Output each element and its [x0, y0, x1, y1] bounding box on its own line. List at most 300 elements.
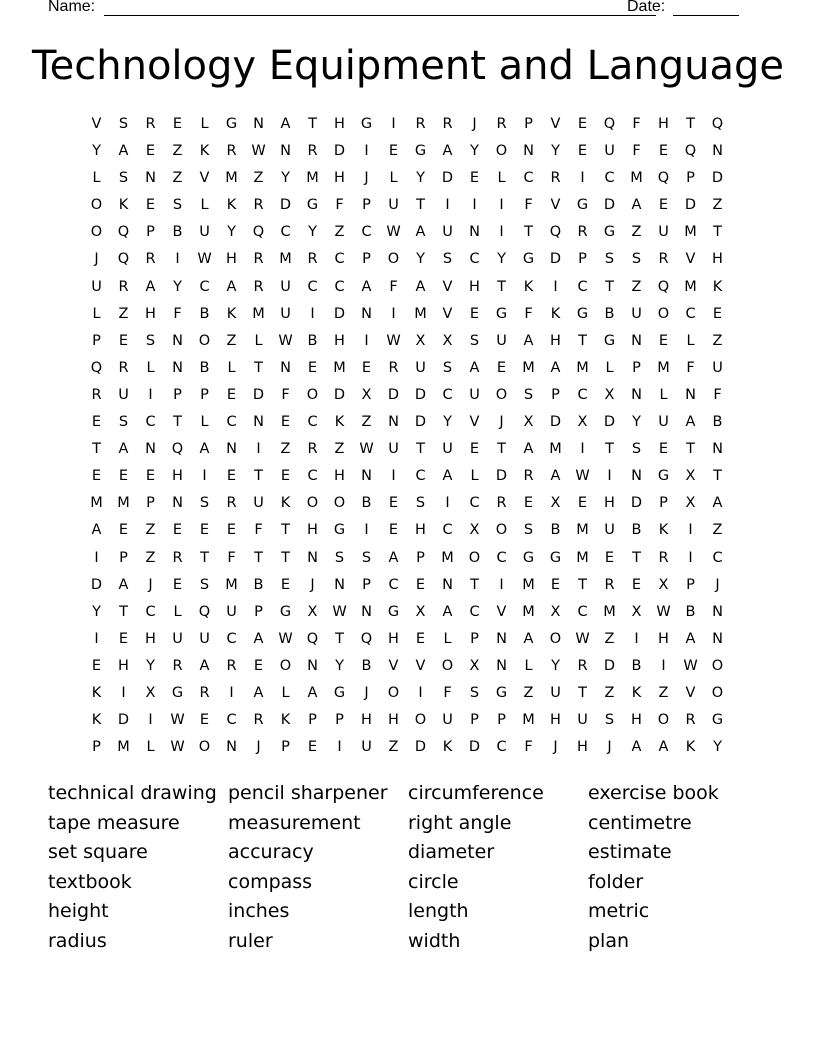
grid-letter: W	[386, 332, 401, 349]
grid-letter: A	[253, 630, 264, 647]
grid-letter: Y	[146, 657, 155, 674]
grid-letter: O	[198, 332, 211, 349]
grid-letter: L	[200, 197, 209, 214]
grid-row	[83, 490, 731, 517]
page-title: Technology Equipment and Language	[32, 43, 784, 89]
grid-letter: I	[499, 224, 504, 241]
grid-letter: T	[578, 684, 587, 701]
grid-letter: J	[310, 576, 315, 593]
grid-letter: N	[388, 414, 399, 431]
grid-letter: P	[308, 712, 317, 729]
grid-letter: A	[280, 116, 291, 132]
grid-letter: B	[199, 305, 210, 322]
grid-letter: N	[631, 332, 642, 349]
grid-row	[83, 545, 731, 572]
grid-letter: E	[577, 116, 588, 132]
grid-letter: R	[199, 684, 210, 701]
grid-row	[83, 436, 731, 463]
grid-letter: D	[684, 197, 697, 214]
grid-letter: K	[280, 712, 291, 729]
word-bank-item: folder	[588, 870, 644, 893]
grid-letter: Q	[684, 143, 697, 160]
grid-letter: Q	[252, 224, 265, 241]
grid-letter: C	[334, 278, 345, 295]
grid-letter: V	[496, 603, 507, 620]
grid-letter: Z	[145, 522, 156, 539]
grid-letter: I	[148, 386, 153, 403]
grid-letter: T	[632, 549, 641, 566]
grid-row	[83, 192, 731, 219]
grid-letter: N	[685, 386, 696, 403]
grid-letter: H	[145, 630, 156, 647]
grid-letter: U	[280, 278, 291, 295]
grid-letter: Q	[603, 116, 616, 132]
grid-letter: O	[495, 143, 508, 160]
grid-letter: P	[254, 603, 263, 620]
grid-letter: K	[226, 197, 237, 214]
grid-letter: B	[172, 224, 183, 241]
grid-letter: U	[388, 197, 399, 214]
grid-letter: P	[470, 712, 479, 729]
grid-letter: C	[307, 468, 318, 485]
grid-letter: W	[332, 603, 347, 620]
grid-letter: A	[523, 630, 534, 647]
grid-letter: U	[280, 305, 291, 322]
grid-letter: A	[361, 278, 372, 295]
grid-letter: P	[281, 739, 290, 756]
grid-letter: L	[200, 414, 209, 431]
grid-letter: Z	[334, 224, 345, 241]
grid-letter: R	[145, 116, 156, 132]
grid-letter: G	[495, 684, 508, 701]
grid-letter: M	[576, 549, 589, 566]
grid-letter: I	[148, 712, 153, 729]
grid-letter: L	[443, 630, 452, 647]
grid-row	[83, 653, 731, 680]
grid-letter: N	[253, 414, 264, 431]
grid-letter: L	[524, 657, 533, 674]
grid-letter: L	[659, 386, 668, 403]
word-bank-item: right angle	[408, 811, 512, 834]
grid-letter: T	[254, 549, 263, 566]
grid-letter: Z	[226, 332, 237, 349]
grid-letter: C	[469, 495, 480, 512]
word-bank-column	[228, 779, 408, 957]
grid-letter: R	[253, 278, 264, 295]
grid-letter: O	[657, 305, 670, 322]
grid-letter: P	[173, 386, 182, 403]
grid-letter: G	[171, 684, 184, 701]
grid-letter: D	[90, 576, 103, 593]
grid-letter: H	[631, 712, 642, 729]
grid-letter: G	[387, 603, 400, 620]
grid-letter: E	[91, 468, 102, 485]
grid-letter: K	[442, 739, 453, 756]
grid-row	[83, 409, 731, 436]
grid-letter: P	[92, 332, 101, 349]
grid-letter: U	[631, 305, 642, 322]
grid-letter: M	[684, 224, 697, 241]
grid-letter: U	[442, 441, 453, 458]
grid-letter: F	[632, 143, 641, 160]
grid-letter: O	[306, 495, 319, 512]
grid-letter: B	[361, 657, 372, 674]
grid-letter: E	[118, 522, 129, 539]
grid-letter: H	[172, 468, 183, 485]
date-field-line	[673, 15, 739, 16]
grid-letter: O	[711, 684, 724, 701]
grid-letter: A	[469, 359, 480, 376]
grid-letter: U	[577, 712, 588, 729]
grid-letter: S	[469, 684, 480, 701]
grid-letter: V	[550, 197, 561, 214]
grid-letter: G	[333, 684, 346, 701]
grid-letter: A	[631, 197, 642, 214]
grid-letter: R	[685, 712, 696, 729]
grid-row	[83, 355, 731, 382]
grid-row	[83, 517, 731, 544]
grid-letter: C	[577, 386, 588, 403]
word-bank-item: circle	[408, 870, 459, 893]
word-bank-item: tape measure	[48, 811, 180, 834]
grid-letter: C	[523, 170, 534, 187]
grid-letter: C	[496, 549, 507, 566]
grid-letter: C	[307, 414, 318, 431]
grid-letter: C	[307, 278, 318, 295]
grid-letter: U	[226, 603, 237, 620]
grid-letter: C	[145, 603, 156, 620]
grid-letter: L	[173, 603, 182, 620]
grid-letter: M	[252, 305, 265, 322]
grid-letter: W	[251, 143, 266, 160]
grid-letter: D	[603, 414, 616, 431]
grid-letter: H	[550, 712, 561, 729]
grid-letter: P	[146, 224, 155, 241]
grid-letter: U	[604, 143, 615, 160]
grid-letter: R	[307, 143, 318, 160]
grid-letter: A	[226, 278, 237, 295]
grid-letter: A	[388, 549, 399, 566]
grid-letter: H	[604, 495, 615, 512]
grid-letter: Y	[632, 414, 641, 431]
grid-letter: M	[522, 603, 535, 620]
grid-letter: X	[523, 414, 534, 431]
grid-letter: B	[253, 576, 264, 593]
grid-letter: T	[578, 332, 587, 349]
grid-letter: F	[254, 522, 263, 539]
grid-letter: S	[118, 170, 129, 187]
grid-row	[83, 246, 731, 273]
grid-letter: S	[334, 549, 345, 566]
grid-letter: I	[94, 549, 99, 566]
grid-letter: E	[658, 197, 669, 214]
grid-letter: Z	[388, 739, 399, 756]
grid-letter: E	[226, 522, 237, 539]
grid-letter: U	[361, 739, 372, 756]
grid-row	[83, 219, 731, 246]
grid-letter: H	[658, 630, 669, 647]
grid-letter: O	[468, 549, 481, 566]
grid-letter: I	[310, 305, 315, 322]
grid-letter: V	[469, 414, 480, 431]
grid-letter: T	[119, 603, 128, 620]
word-bank-item: diameter	[408, 841, 495, 864]
grid-letter: Y	[713, 739, 722, 756]
grid-letter: Z	[712, 332, 723, 349]
grid-letter: M	[576, 522, 589, 539]
grid-letter: N	[469, 224, 480, 241]
grid-letter: H	[658, 116, 669, 132]
grid-letter: E	[307, 359, 318, 376]
grid-letter: M	[522, 359, 535, 376]
grid-letter: Z	[172, 170, 183, 187]
grid-letter: A	[145, 278, 156, 295]
grid-letter: P	[119, 549, 128, 566]
grid-letter: T	[605, 441, 614, 458]
grid-letter: T	[281, 522, 290, 539]
grid-letter: O	[333, 495, 346, 512]
grid-letter: I	[94, 630, 99, 647]
grid-letter: M	[90, 495, 103, 512]
grid-letter: T	[173, 414, 182, 431]
grid-letter: X	[361, 386, 372, 403]
word-bank-item: length	[408, 900, 469, 923]
grid-letter: T	[470, 576, 479, 593]
grid-letter: I	[337, 739, 342, 756]
word-bank-item: radius	[48, 929, 107, 952]
grid-letter: L	[146, 359, 155, 376]
grid-letter: C	[685, 305, 696, 322]
grid-letter: F	[173, 305, 182, 322]
grid-letter: A	[307, 684, 318, 701]
grid-letter: Z	[604, 630, 615, 647]
grid-letter: F	[524, 197, 533, 214]
grid-letter: X	[604, 386, 615, 403]
grid-letter: C	[469, 603, 480, 620]
grid-letter: D	[549, 251, 562, 268]
word-bank-item: pencil sharpener	[228, 782, 388, 804]
word-bank-item: technical drawing	[48, 782, 217, 804]
grid-letter: A	[91, 522, 102, 539]
grid-letter: M	[117, 495, 130, 512]
grid-letter: U	[442, 224, 453, 241]
grid-letter: N	[172, 332, 183, 349]
grid-letter: R	[118, 278, 129, 295]
grid-letter: R	[496, 495, 507, 512]
grid-letter: U	[469, 386, 480, 403]
grid-letter: I	[418, 684, 423, 701]
grid-letter: N	[631, 386, 642, 403]
grid-letter: C	[442, 386, 453, 403]
grid-letter: X	[415, 332, 426, 349]
grid-letter: K	[118, 197, 129, 214]
grid-letter: F	[524, 305, 533, 322]
grid-letter: S	[631, 251, 642, 268]
grid-letter: R	[226, 657, 237, 674]
grid-letter: Q	[360, 630, 373, 647]
grid-letter: W	[278, 630, 293, 647]
grid-letter: D	[414, 414, 427, 431]
grid-letter: Y	[443, 414, 452, 431]
grid-letter: Y	[335, 657, 344, 674]
grid-letter: V	[685, 251, 696, 268]
grid-letter: A	[550, 359, 561, 376]
grid-letter: C	[442, 522, 453, 539]
grid-letter: R	[577, 224, 588, 241]
grid-letter: W	[386, 224, 401, 241]
grid-letter: T	[335, 630, 344, 647]
grid-letter: I	[364, 522, 369, 539]
grid-letter: A	[118, 143, 129, 160]
grid-letter: I	[229, 684, 234, 701]
grid-letter: Q	[117, 224, 130, 241]
grid-letter: K	[91, 684, 102, 701]
grid-letter: T	[416, 441, 425, 458]
grid-letter: E	[712, 305, 723, 322]
grid-letter: T	[281, 549, 290, 566]
grid-letter: V	[199, 170, 210, 187]
grid-letter: R	[226, 143, 237, 160]
grid-letter: Y	[92, 143, 101, 160]
grid-letter: H	[118, 657, 129, 674]
grid-letter: J	[472, 116, 477, 132]
grid-letter: A	[253, 684, 264, 701]
grid-letter: U	[388, 441, 399, 458]
grid-row	[83, 165, 731, 192]
grid-letter: E	[550, 576, 561, 593]
grid-letter: D	[441, 170, 454, 187]
grid-letter: S	[442, 251, 453, 268]
grid-letter: D	[414, 386, 427, 403]
grid-letter: T	[200, 549, 209, 566]
grid-letter: O	[495, 386, 508, 403]
grid-letter: K	[658, 522, 669, 539]
name-label: Name:	[48, 0, 96, 15]
grid-letter: O	[198, 739, 211, 756]
word-bank-item: exercise book	[588, 782, 719, 804]
grid-letter: I	[364, 143, 369, 160]
grid-letter: Q	[306, 630, 319, 647]
grid-letter: N	[307, 549, 318, 566]
grid-letter: M	[549, 441, 562, 458]
grid-letter: M	[414, 305, 427, 322]
grid-letter: I	[391, 116, 396, 132]
grid-letter: C	[361, 224, 372, 241]
grid-letter: E	[523, 495, 534, 512]
grid-letter: W	[278, 332, 293, 349]
grid-letter: L	[389, 170, 398, 187]
grid-letter: H	[145, 305, 156, 322]
grid-letter: A	[442, 603, 453, 620]
grid-letter: G	[711, 712, 724, 729]
grid-letter: K	[523, 278, 534, 295]
grid-letter: N	[712, 603, 723, 620]
grid-letter: W	[656, 603, 671, 620]
grid-letter: E	[118, 630, 129, 647]
grid-letter: I	[121, 684, 126, 701]
grid-row	[83, 463, 731, 490]
grid-letter: X	[577, 414, 588, 431]
grid-letter: K	[685, 739, 696, 756]
grid-letter: C	[604, 170, 615, 187]
grid-letter: N	[361, 305, 372, 322]
grid-letter: T	[524, 224, 533, 241]
grid-letter: T	[686, 441, 695, 458]
grid-letter: E	[496, 359, 507, 376]
grid-letter: E	[91, 414, 102, 431]
grid-letter: O	[549, 630, 562, 647]
word-bank-item: circumference	[408, 782, 544, 804]
grid-letter: K	[226, 305, 237, 322]
grid-letter: E	[145, 197, 156, 214]
grid-letter: G	[657, 468, 670, 485]
grid-letter: Z	[604, 684, 615, 701]
grid-letter: C	[712, 549, 723, 566]
grid-letter: T	[713, 468, 722, 485]
date-label: Date:	[627, 0, 666, 15]
grid-letter: R	[226, 495, 237, 512]
grid-letter: O	[711, 657, 724, 674]
grid-letter: C	[388, 576, 399, 593]
grid-letter: U	[658, 414, 669, 431]
grid-letter: R	[172, 549, 183, 566]
grid-letter: X	[307, 603, 318, 620]
grid-letter: Z	[712, 197, 723, 214]
grid-letter: S	[469, 332, 480, 349]
grid-letter: A	[118, 441, 129, 458]
grid-letter: N	[712, 143, 723, 160]
grid-letter: P	[335, 712, 344, 729]
grid-letter: Y	[551, 143, 560, 160]
grid-letter: U	[253, 495, 264, 512]
grid-letter: P	[578, 251, 587, 268]
grid-letter: P	[146, 495, 155, 512]
grid-letter: H	[415, 522, 426, 539]
grid-letter: N	[361, 468, 372, 485]
grid-letter: N	[145, 441, 156, 458]
grid-letter: A	[523, 441, 534, 458]
grid-letter: E	[199, 712, 210, 729]
grid-letter: L	[470, 468, 479, 485]
word-bank-item: textbook	[48, 870, 132, 893]
grid-letter: K	[199, 143, 210, 160]
grid-letter: L	[92, 305, 101, 322]
grid-row	[83, 138, 731, 165]
grid-letter: M	[684, 278, 697, 295]
grid-letter: G	[495, 305, 508, 322]
grid-letter: M	[279, 251, 292, 268]
grid-letter: L	[227, 359, 236, 376]
word-bank-item: measurement	[228, 811, 361, 834]
grid-letter: Q	[711, 116, 724, 132]
grid-letter: D	[603, 197, 616, 214]
grid-letter: Y	[227, 224, 236, 241]
grid-letter: I	[499, 576, 504, 593]
grid-letter: H	[334, 170, 345, 187]
grid-letter: P	[200, 386, 209, 403]
grid-letter: Z	[172, 143, 183, 160]
header	[48, 0, 748, 20]
grid-letter: E	[604, 549, 615, 566]
grid-letter: E	[118, 468, 129, 485]
grid-letter: M	[522, 712, 535, 729]
grid-letter: R	[172, 657, 183, 674]
grid-letter: P	[551, 386, 560, 403]
grid-letter: I	[499, 197, 504, 214]
grid-letter: G	[603, 224, 616, 241]
grid-letter: F	[524, 739, 533, 756]
grid-letter: I	[688, 549, 693, 566]
